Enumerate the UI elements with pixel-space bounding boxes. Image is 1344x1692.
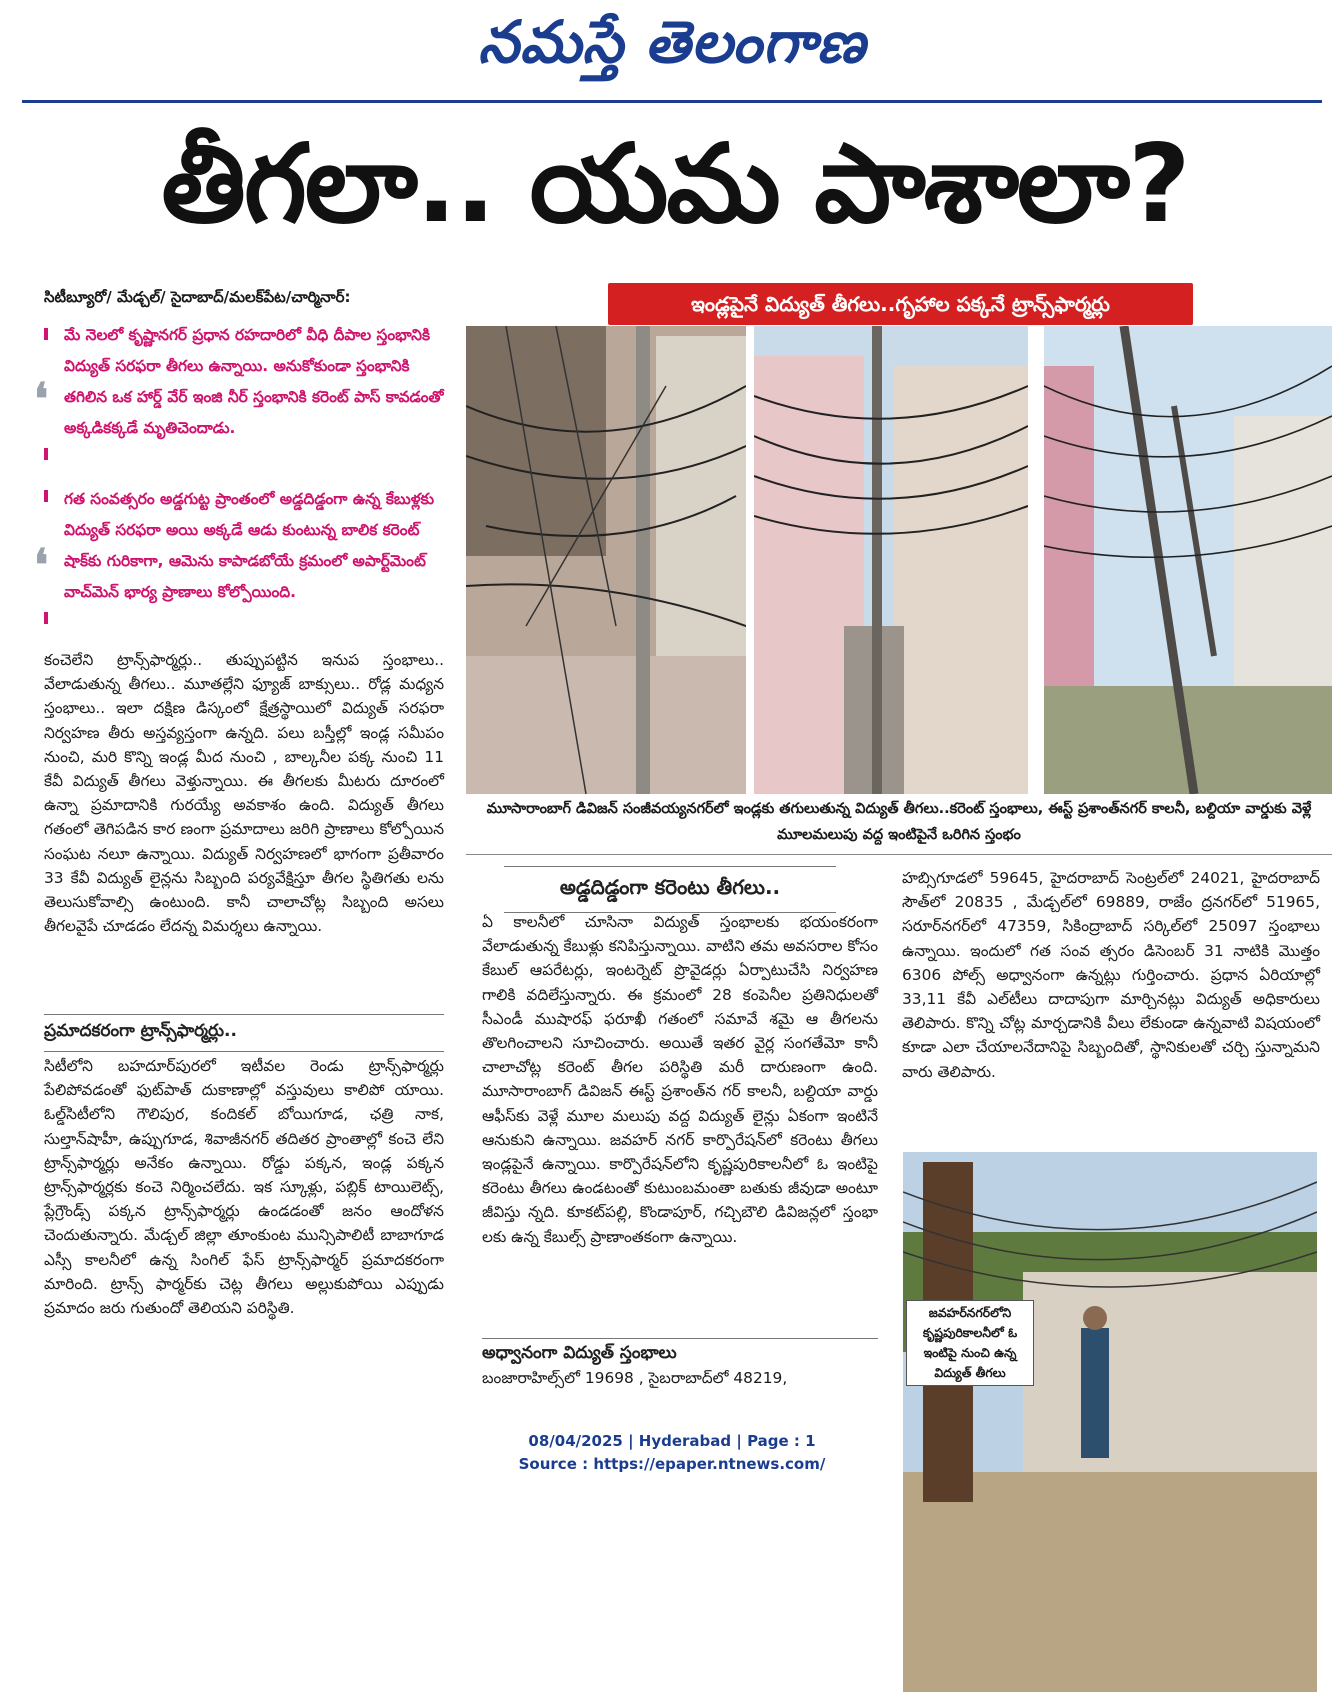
subhead-cables: అడ్డదిడ్డంగా కరెంటు తీగలు.. <box>504 866 836 913</box>
pull-quote-1: మే నెలలో కృష్ణానగర్ ప్రధాన రహదారిలో వీధి దీపాల స్తంభానికి విద్యుత్ సరఫరా తీగలు ఉన్నాయి. అనుకోకుండా స్తంభానికి తగిలిన ఒక హార్డ్ వేర్ ఇంజి నీర్ స్తంభానికి కరెంట్ పాస్ కావడంతో అక్కడికక్కడే మృతిచెందాడు. <box>64 326 444 437</box>
subhead-transformers: ప్రమాదకరంగా ట్రాన్స్‌ఫార్మర్లు.. <box>44 1014 444 1052</box>
footer-source-link[interactable]: Source : https://epaper.ntnews.com/ <box>518 1455 826 1473</box>
poles-paragraph: హబ్సిగూడలో 59645, హైదరాబాద్ సెంట్రల్‌లో 24021, హైదరాబాద్ సౌత్‌లో 20835 , మేడ్చల్‌లో 69889, రాజేం ద్రనగర్‌లో 51965, సరూర్‌నగర్‌లో 47359, సికింద్రాబాద్ సర్కిల్‌లో 25097 స్తంభాలు ఉన్నాయి. ఇందులో గత సంవ త్సరం డిసెంబర్ 31 నాటికి మొత్తం 6306 పోల్స్ అధ్వానంగా ఉన్నట్లు గుర్తించారు. ప్రధాన ఏరియాల్లో 33,11 కేవీ ఎల్‌టీలు దాదాపుగా మార్చినట్లు విద్యుత్ అధికారులు తెలిపారు. కొన్ని చోట్ల మార్చడానికి వీలు లేకుండా ఉన్నవాటి విషయంలో కూడా ఎలా చేయాలనేదానిపై సిబ్బందితో, స్థానికులతో చర్చి స్తున్నామని వారు తెలిపారు. <box>902 869 1320 1081</box>
inset-caption: జవహర్‌నగర్‌లోని కృష్ణపురికాలనీలో ఓ ఇంటిపై నుంచి ఉన్న విద్యుత్ తీగలు <box>906 1300 1034 1386</box>
photo-banner: ఇండ్లపైనే విద్యుత్ తీగలు..గృహాల పక్కనే ట్రాన్స్‌ఫార్మర్లు <box>608 283 1193 325</box>
quote-mark-icon: ❛ <box>34 374 49 425</box>
transformers-paragraph: సిటీలోని బహదూర్‌పురలో ఇటీవల రెండు ట్రాన్స్‌ఫార్మర్లు పేలిపోవడంతో ఫుట్‌పాత్ దుకాణాల్లో వస్తువులు కాలిపో యాయి. ఓల్డ్‌సిటీలోని గౌలిపుర, కందికల్ బోయిగూడ, ఛత్రి నాక, సుల్తాన్‌షాహీ, ఉప్పుగూడ, శివాజీనగర్ తదితర ప్రాంతాల్లో కంచె లేని ట్రాన్స్‌ఫార్మర్లు అనేకం ఉన్నాయి. రోడ్డు పక్కన, ఇండ్ల పక్కన ట్రాన్స్‌ఫార్మర్లకు కంచె నిర్మించలేదు. ఇక స్కూళ్లు, పబ్లిక్ టాయిలెట్స్, ప్లేగ్రౌండ్స్ పక్కన ట్రాన్స్‌ఫార్మర్లు ఉండడంతో జనం ఆందోళన చెందుతున్నారు. మేడ్చల్ జిల్లా తూంకుంట మున్సిపాలిటీ బాబాగూడ ఎస్సీ కాలనీలో ఉన్న సింగిల్ ఫేస్ ట్రాన్స్‌ఫార్మర్ ప్రమాదకరంగా మారింది. ట్రాన్స్ ఫార్మర్‌కు చెట్ల తీగలు అల్లుకుపోయి ఎప్పుడు ప్రమాదం జరు గుతుందో తెలియని పరిస్థితి. <box>44 1057 444 1318</box>
photo-inset-jawaharnagar <box>903 1152 1317 1692</box>
footer-date-edition: 08/04/2025 | Hyderabad | Page : 1 <box>528 1432 816 1450</box>
subhead-poles: అధ్వానంగా విద్యుత్ స్తంభాలు <box>482 1338 878 1367</box>
photo-caption: మూసారాంబాగ్ డివిజన్ సంజీవయ్యనగర్‌లో ఇండ్లకు తగులుతున్న విద్యుత్ తీగలు..కరెంట్ స్తంభాలు, ఈస్ట్ ప్రశాంత్‌నగర్ కాలనీ, బల్దియా వార్డుకు వెళ్లే మూలమలుపు వద్ద ఇంటిపైనే ఒరిగిన స్తంభం <box>486 801 1312 843</box>
footer <box>0 1430 1344 1476</box>
poles-paragraph-start: బంజారాహిల్స్‌లో 19698 , సైబరాబాద్‌లో 48219, <box>482 1369 788 1387</box>
masthead-rule <box>22 100 1322 103</box>
masthead-logo: నమస్తే తెలంగాణ <box>478 8 866 76</box>
section-rule <box>466 854 1332 855</box>
lead-paragraph: కంచెలేని ట్రాన్స్‌ఫార్మర్లు.. తుప్పుపట్టిన ఇనుప స్తంభాలు.. వేలాడుతున్న తీగలు.. మూతల్లేని ఫ్యూజ్ బాక్సులు.. రోడ్ల మధ్యన స్తంభాలు.. ఇలా దక్షిణ డిస్కంలో క్షేత్రస్థాయిలో విద్యుత్ సరఫరా నిర్వహణ తీరు అస్తవ్యస్తంగా ఉన్నది. పలు బస్తీల్లో ఇండ్ల సమీపం నుంచి, మరి కొన్ని ఇండ్ల మీద నుంచి , బాల్కనీల పక్క నుంచి 11 కేవీ విద్యుత్ తీగలు వెళ్తున్నాయి. ఈ తీగలకు మీటరు దూరంలో ఉన్నా ప్రమాదానికి గురయ్యే అవకాశం ఉంది. విద్యుత్ తీగలు గతంలో తెగిపడిన కార ణంగా ప్రమాదాలు జరిగి ప్రాణాలు కోల్పోయిన సంఘట నలూ ఉన్నాయి. విద్యుత్ నిర్వహణలో భాగంగా ప్రతీవారం 33 కేవీ విద్యుత్ లైన్లను సిబ్బంది పర్యవేక్షిస్తూ తీగల స్థితిగతు లను తెలుసుకోవాల్సి ఉంటుంది. కానీ చాలాచోట్ల సిబ్బంది అసలు తీగలవైపే చూడడం లేదన్న విమర్శలు ఉన్నాయి. <box>44 651 444 936</box>
dateline: సిటీబ్యూరో/ మేడ్చల్/ సైదాబాద్/మలక్‌పేట/చార్మినార్: <box>44 288 351 306</box>
cables-paragraph: ఏ కాలనీలో చూసినా విద్యుత్ స్తంభాలకు భయంకరంగా వేలాడుతున్న కేబుళ్లు కనిపిస్తున్నాయి. వాటిని తమ అవసరాల కోసం కేబుల్ ఆపరేటర్లు, ఇంటర్నెట్ ప్రొవైడర్లు ఏర్పాటుచేసి నిర్వహణ గాలికి వదిలేస్తున్నారు. ఈ క్రమంలో 28 కంపెనీల ప్రతినిధులతో సీఎండీ ముషారఫ్ ఫరూఖీ గతంలో సమావే శమై ఆ తీగలను తొలగించాలని సూచించారు. అయితే ఇతర వైర్ల సంగతేమో కానీ చాలాచోట్ల కరెంట్ తీగల పరిస్థితి మరీ దారుణంగా ఉంది. మూసారాంబాగ్ డివిజన్ ఈస్ట్ ప్రశాంత్‌న గర్ కాలనీ, బల్దియా వార్డు ఆఫీస్‌కు వెళ్లే మూల మలుపు వద్ద విద్యుత్ లైన్లు ఏకంగా ఇంటినే ఆనుకుని ఉన్నాయి. జవహర్ నగర్ కార్పొరేషన్‌లో కరెంటు తీగలు ఇండ్లపైనే ఉన్నాయి. కార్పొరేషన్‌లోని కృష్ణపురికాలనీలో ఓ ఇంటిపై కరెంటు తీగలు ఉండటంతో కుటుంబమంతా బతుకు జీవుడా అంటూ జీవిస్తు న్నది. కూకట్‌పల్లి, కొండాపూర్, గచ్చిబౌలి డివిజన్లలో స్తంభా లకు ఉన్న కేబుల్స్ ప్రాణాంతకంగా ఉన్నాయి. <box>482 913 878 1246</box>
quote-mark-icon: ❛ <box>34 540 49 591</box>
photo-street-poles <box>754 326 1028 794</box>
photo-wired-building <box>466 326 746 794</box>
pull-quote-2: గత సంవత్సరం అడ్డగుట్ట ప్రాంతంలో అడ్డదిడ్డంగా ఉన్న కేబుళ్లకు విద్యుత్ సరఫరా అయి అక్కడే ఆడు కుంటున్న బాలిక కరెంట్ షాక్‌కు గురికాగా, ఆమెను కాపాడబోయే క్రమంలో అపార్ట్‌మెంట్ వాచ్‌మెన్ భార్య ప్రాణాలు కోల్పోయింది. <box>64 490 435 601</box>
headline: తీగలా.. యమ పాశాలా? <box>161 122 1189 247</box>
photo-leaning-pole <box>1044 326 1332 794</box>
photo-collage <box>466 282 1332 794</box>
